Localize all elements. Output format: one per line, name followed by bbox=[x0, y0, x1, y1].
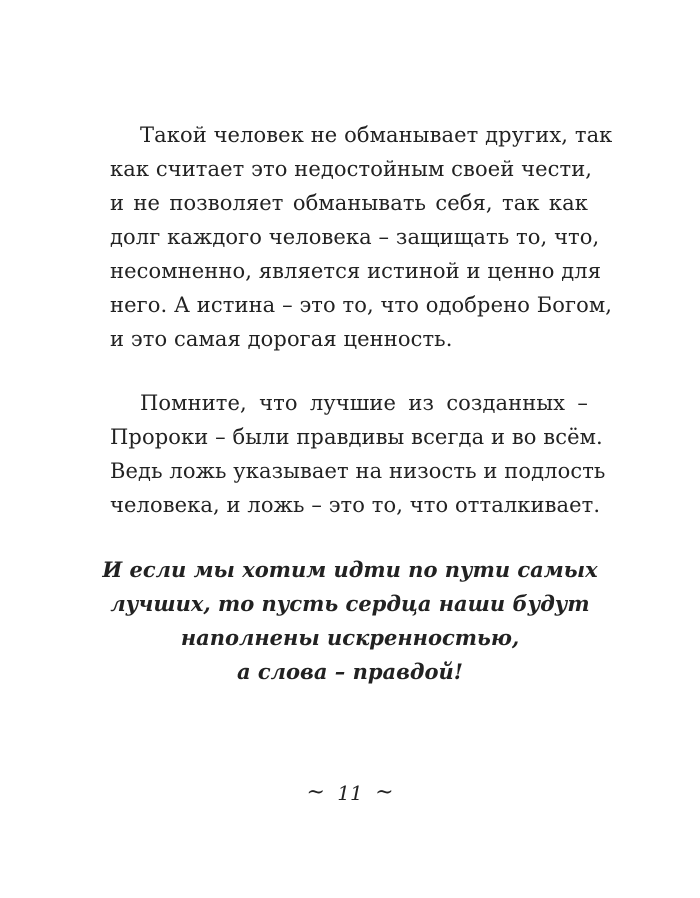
closing-quote bbox=[80, 553, 620, 689]
paragraph-line: несомненно, является истиной и ценно для bbox=[110, 259, 602, 283]
paragraph-line: Ведь ложь указывает на низость и подлость bbox=[110, 459, 606, 483]
paragraph-line: как считает это недостойным своей чести, bbox=[110, 157, 593, 181]
quote-line: И если мы хотим идти по пути самых bbox=[102, 557, 598, 582]
tilde-ornament-right: ~ bbox=[375, 780, 394, 805]
paragraph-1 bbox=[110, 118, 613, 356]
paragraph-line: Пророки – были правдивы всегда и во всём. bbox=[110, 425, 603, 449]
paragraph-line: него. А истина – это то, что одобрено Богом, bbox=[110, 293, 613, 317]
paragraph-line: Такой человек не обманывает других, так bbox=[140, 123, 613, 147]
paragraph-line: человека, и ложь – это то, что отталкивает. bbox=[110, 493, 601, 517]
paragraph-2 bbox=[110, 386, 606, 522]
paragraph-line: Помните, что лучшие из созданных – bbox=[140, 391, 588, 415]
page-number-value: 11 bbox=[337, 781, 363, 805]
quote-line: а слова – правдой! bbox=[236, 659, 464, 684]
paragraph-line: и не позволяет обманывать себя, так как bbox=[110, 191, 588, 215]
quote-line: лучших, то пусть сердца наши будут bbox=[110, 591, 590, 616]
quote-line: наполнены искренностью, bbox=[180, 625, 520, 650]
paragraph-line: долг каждого человека – защищать то, что, bbox=[110, 225, 600, 249]
page-number bbox=[0, 778, 700, 808]
tilde-ornament-left: ~ bbox=[306, 780, 325, 805]
paragraph-line: и это самая дорогая ценность. bbox=[110, 327, 453, 351]
